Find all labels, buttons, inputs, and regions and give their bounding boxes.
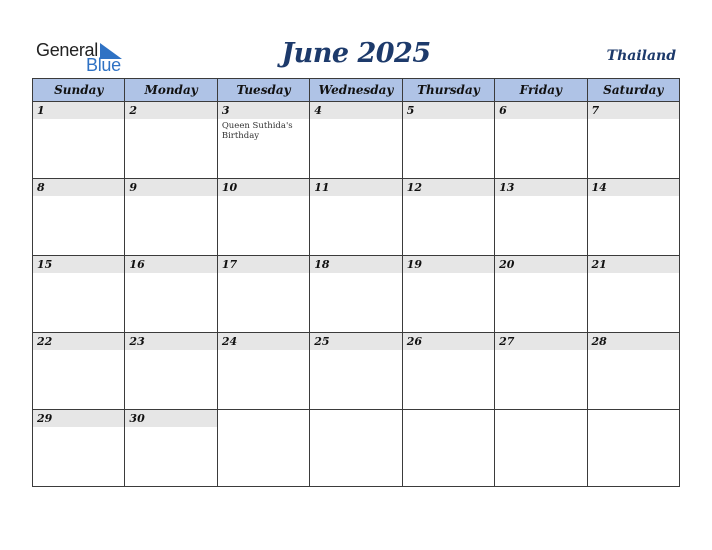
day-cell[interactable]: [310, 102, 402, 179]
day-number: 3: [218, 102, 309, 119]
weekday-header: Tuesday: [217, 79, 309, 102]
day-cell[interactable]: [310, 179, 402, 256]
weekday-header: Saturday: [587, 79, 679, 102]
day-number: 23: [125, 333, 216, 350]
country-label: Thailand: [606, 48, 676, 64]
day-number: 26: [403, 333, 494, 350]
day-cell[interactable]: [125, 333, 217, 410]
day-number: 12: [403, 179, 494, 196]
day-number: 15: [33, 256, 124, 273]
day-number: 14: [588, 179, 679, 196]
day-cell[interactable]: [495, 333, 587, 410]
day-number: 24: [218, 333, 309, 350]
day-number: 25: [310, 333, 401, 350]
day-cell[interactable]: [217, 410, 309, 487]
day-cell[interactable]: [402, 256, 494, 333]
holiday-label: Queen Suthida's Birthday: [221, 121, 293, 141]
day-number: 19: [403, 256, 494, 273]
day-number: 28: [588, 333, 679, 350]
day-number: 22: [33, 333, 124, 350]
day-cell[interactable]: [310, 333, 402, 410]
day-number: 18: [310, 256, 401, 273]
day-number: 11: [310, 179, 401, 196]
day-cell[interactable]: [495, 256, 587, 333]
day-cell[interactable]: [217, 333, 309, 410]
day-cell[interactable]: [310, 410, 402, 487]
day-cell[interactable]: [310, 256, 402, 333]
day-number: 21: [588, 256, 679, 273]
day-cell[interactable]: [587, 256, 679, 333]
week-row: [33, 410, 680, 487]
day-number: 13: [495, 179, 586, 196]
week-row: [33, 102, 680, 179]
day-cell[interactable]: [587, 410, 679, 487]
day-number: 29: [33, 410, 124, 427]
week-row: [33, 256, 680, 333]
day-cell[interactable]: [33, 333, 125, 410]
day-cell[interactable]: [33, 410, 125, 487]
day-number: 30: [125, 410, 216, 427]
day-cell[interactable]: [33, 102, 125, 179]
day-cell[interactable]: [125, 410, 217, 487]
week-row: [33, 333, 680, 410]
day-number: 6: [495, 102, 586, 119]
day-number: 20: [495, 256, 586, 273]
weekday-header: Thursday: [402, 79, 494, 102]
day-cell[interactable]: [495, 179, 587, 256]
day-number: 4: [310, 102, 401, 119]
day-cell[interactable]: [33, 179, 125, 256]
weekday-header-row: [33, 79, 680, 102]
day-cell[interactable]: [587, 102, 679, 179]
day-number: 10: [218, 179, 309, 196]
day-cell[interactable]: [587, 179, 679, 256]
logo-word-blue: Blue: [86, 55, 121, 75]
day-cell[interactable]: [217, 102, 309, 179]
day-number: 2: [125, 102, 216, 119]
day-cell[interactable]: [495, 102, 587, 179]
month-title: June 2025: [281, 38, 431, 69]
day-number: 1: [33, 102, 124, 119]
day-number: 5: [403, 102, 494, 119]
day-cell[interactable]: [587, 333, 679, 410]
day-cell[interactable]: [125, 256, 217, 333]
weekday-header: Wednesday: [310, 79, 402, 102]
day-number: 8: [33, 179, 124, 196]
day-cell[interactable]: [495, 410, 587, 487]
logo-word-general: General: [36, 40, 98, 60]
day-cell[interactable]: [402, 410, 494, 487]
day-number: 9: [125, 179, 216, 196]
day-cell[interactable]: [402, 102, 494, 179]
day-cell[interactable]: [402, 179, 494, 256]
day-cell[interactable]: [217, 179, 309, 256]
day-number: 27: [495, 333, 586, 350]
weekday-header: Monday: [125, 79, 217, 102]
day-cell[interactable]: [125, 102, 217, 179]
weekday-header: Friday: [495, 79, 587, 102]
calendar-grid: [32, 78, 680, 487]
week-row: [33, 179, 680, 256]
day-cell[interactable]: [402, 333, 494, 410]
day-cell[interactable]: [125, 179, 217, 256]
day-number: 7: [588, 102, 679, 119]
weekday-header: Sunday: [33, 79, 125, 102]
day-cell[interactable]: [33, 256, 125, 333]
day-cell[interactable]: [217, 256, 309, 333]
day-number: 17: [218, 256, 309, 273]
day-number: 16: [125, 256, 216, 273]
